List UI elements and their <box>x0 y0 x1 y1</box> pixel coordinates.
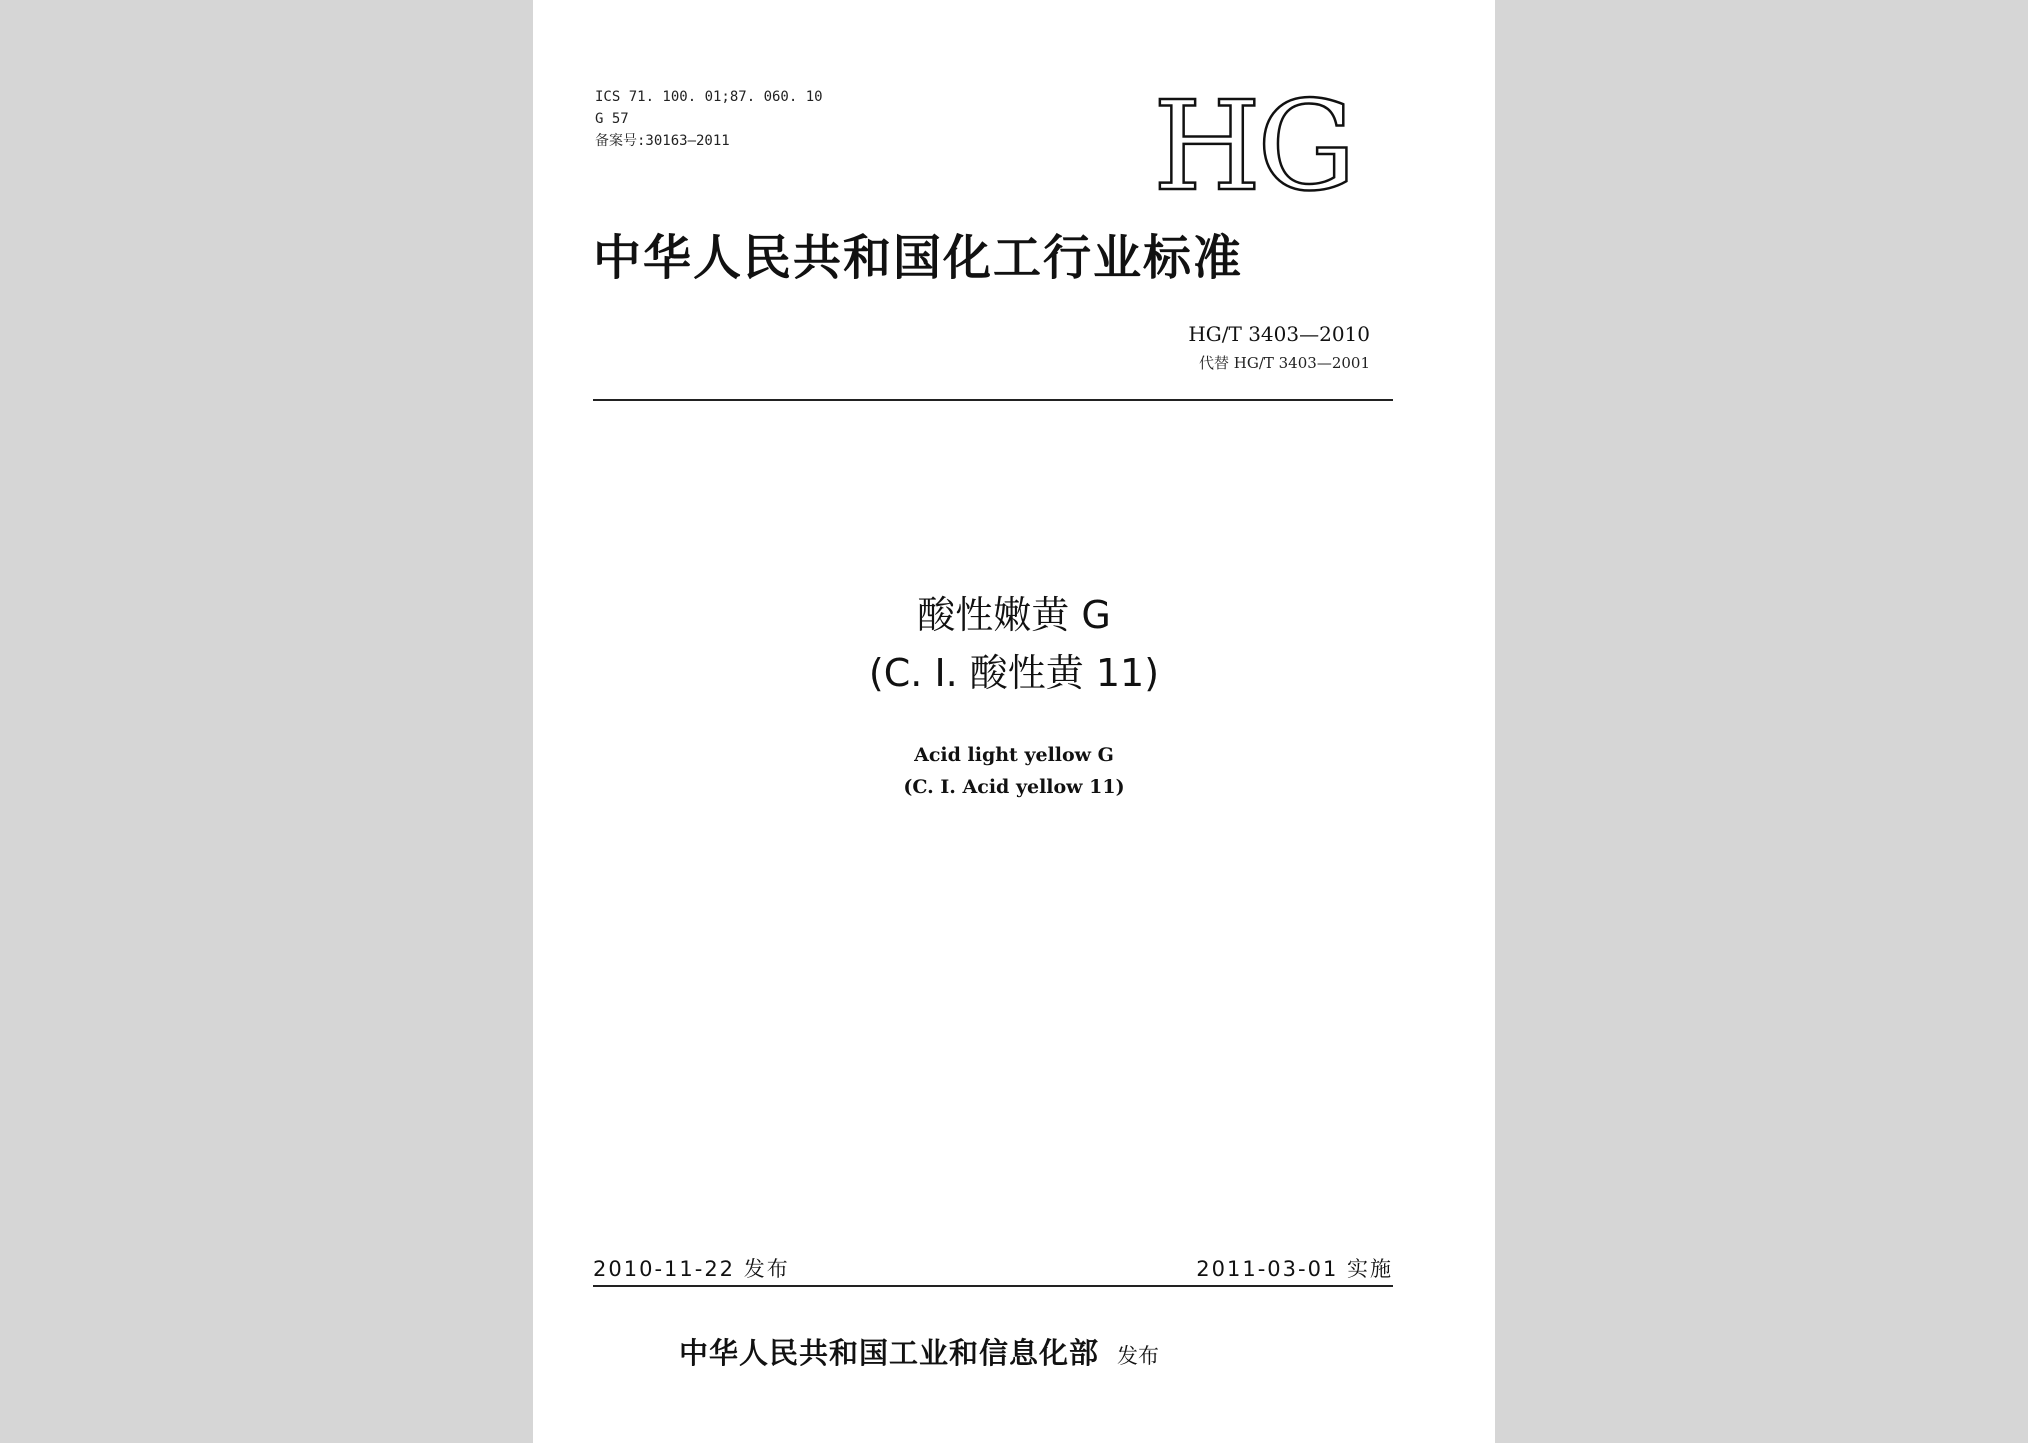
hg-logo: HG <box>1153 75 1353 219</box>
ics-code: ICS 71. 100. 01;87. 060. 10 <box>595 89 823 105</box>
record-number: 备案号:30163—2011 <box>595 133 730 149</box>
document-page <box>533 0 1495 1443</box>
issuing-authority <box>679 1333 1159 1376</box>
document-subtitle-cn: (C. I. 酸性黄 11) <box>868 651 1160 695</box>
standard-replaces: 代替 HG/T 3403—2001 <box>1198 354 1370 372</box>
classification-code: G 57 <box>595 111 629 127</box>
document-title-en: Acid light yellow G <box>914 744 1114 766</box>
standard-category-title: 中华人民共和国化工行业标准 <box>593 230 1244 286</box>
header-divider <box>593 399 1393 401</box>
footer-divider <box>593 1285 1393 1287</box>
implementation-date: 2011-03-01 实施 <box>1196 1257 1393 1281</box>
document-subtitle-en: (C. I. Acid yellow 11) <box>903 776 1125 798</box>
issue-date: 2010-11-22 发布 <box>593 1257 790 1281</box>
issuer-action: 发布 <box>1117 1344 1160 1368</box>
issuer-name: 中华人民共和国工业和信息化部 <box>679 1336 1100 1370</box>
header-metadata <box>595 86 823 152</box>
standard-number: HG/T 3403—2010 <box>1188 322 1370 346</box>
document-title-cn: 酸性嫩黄 G <box>917 593 1111 637</box>
